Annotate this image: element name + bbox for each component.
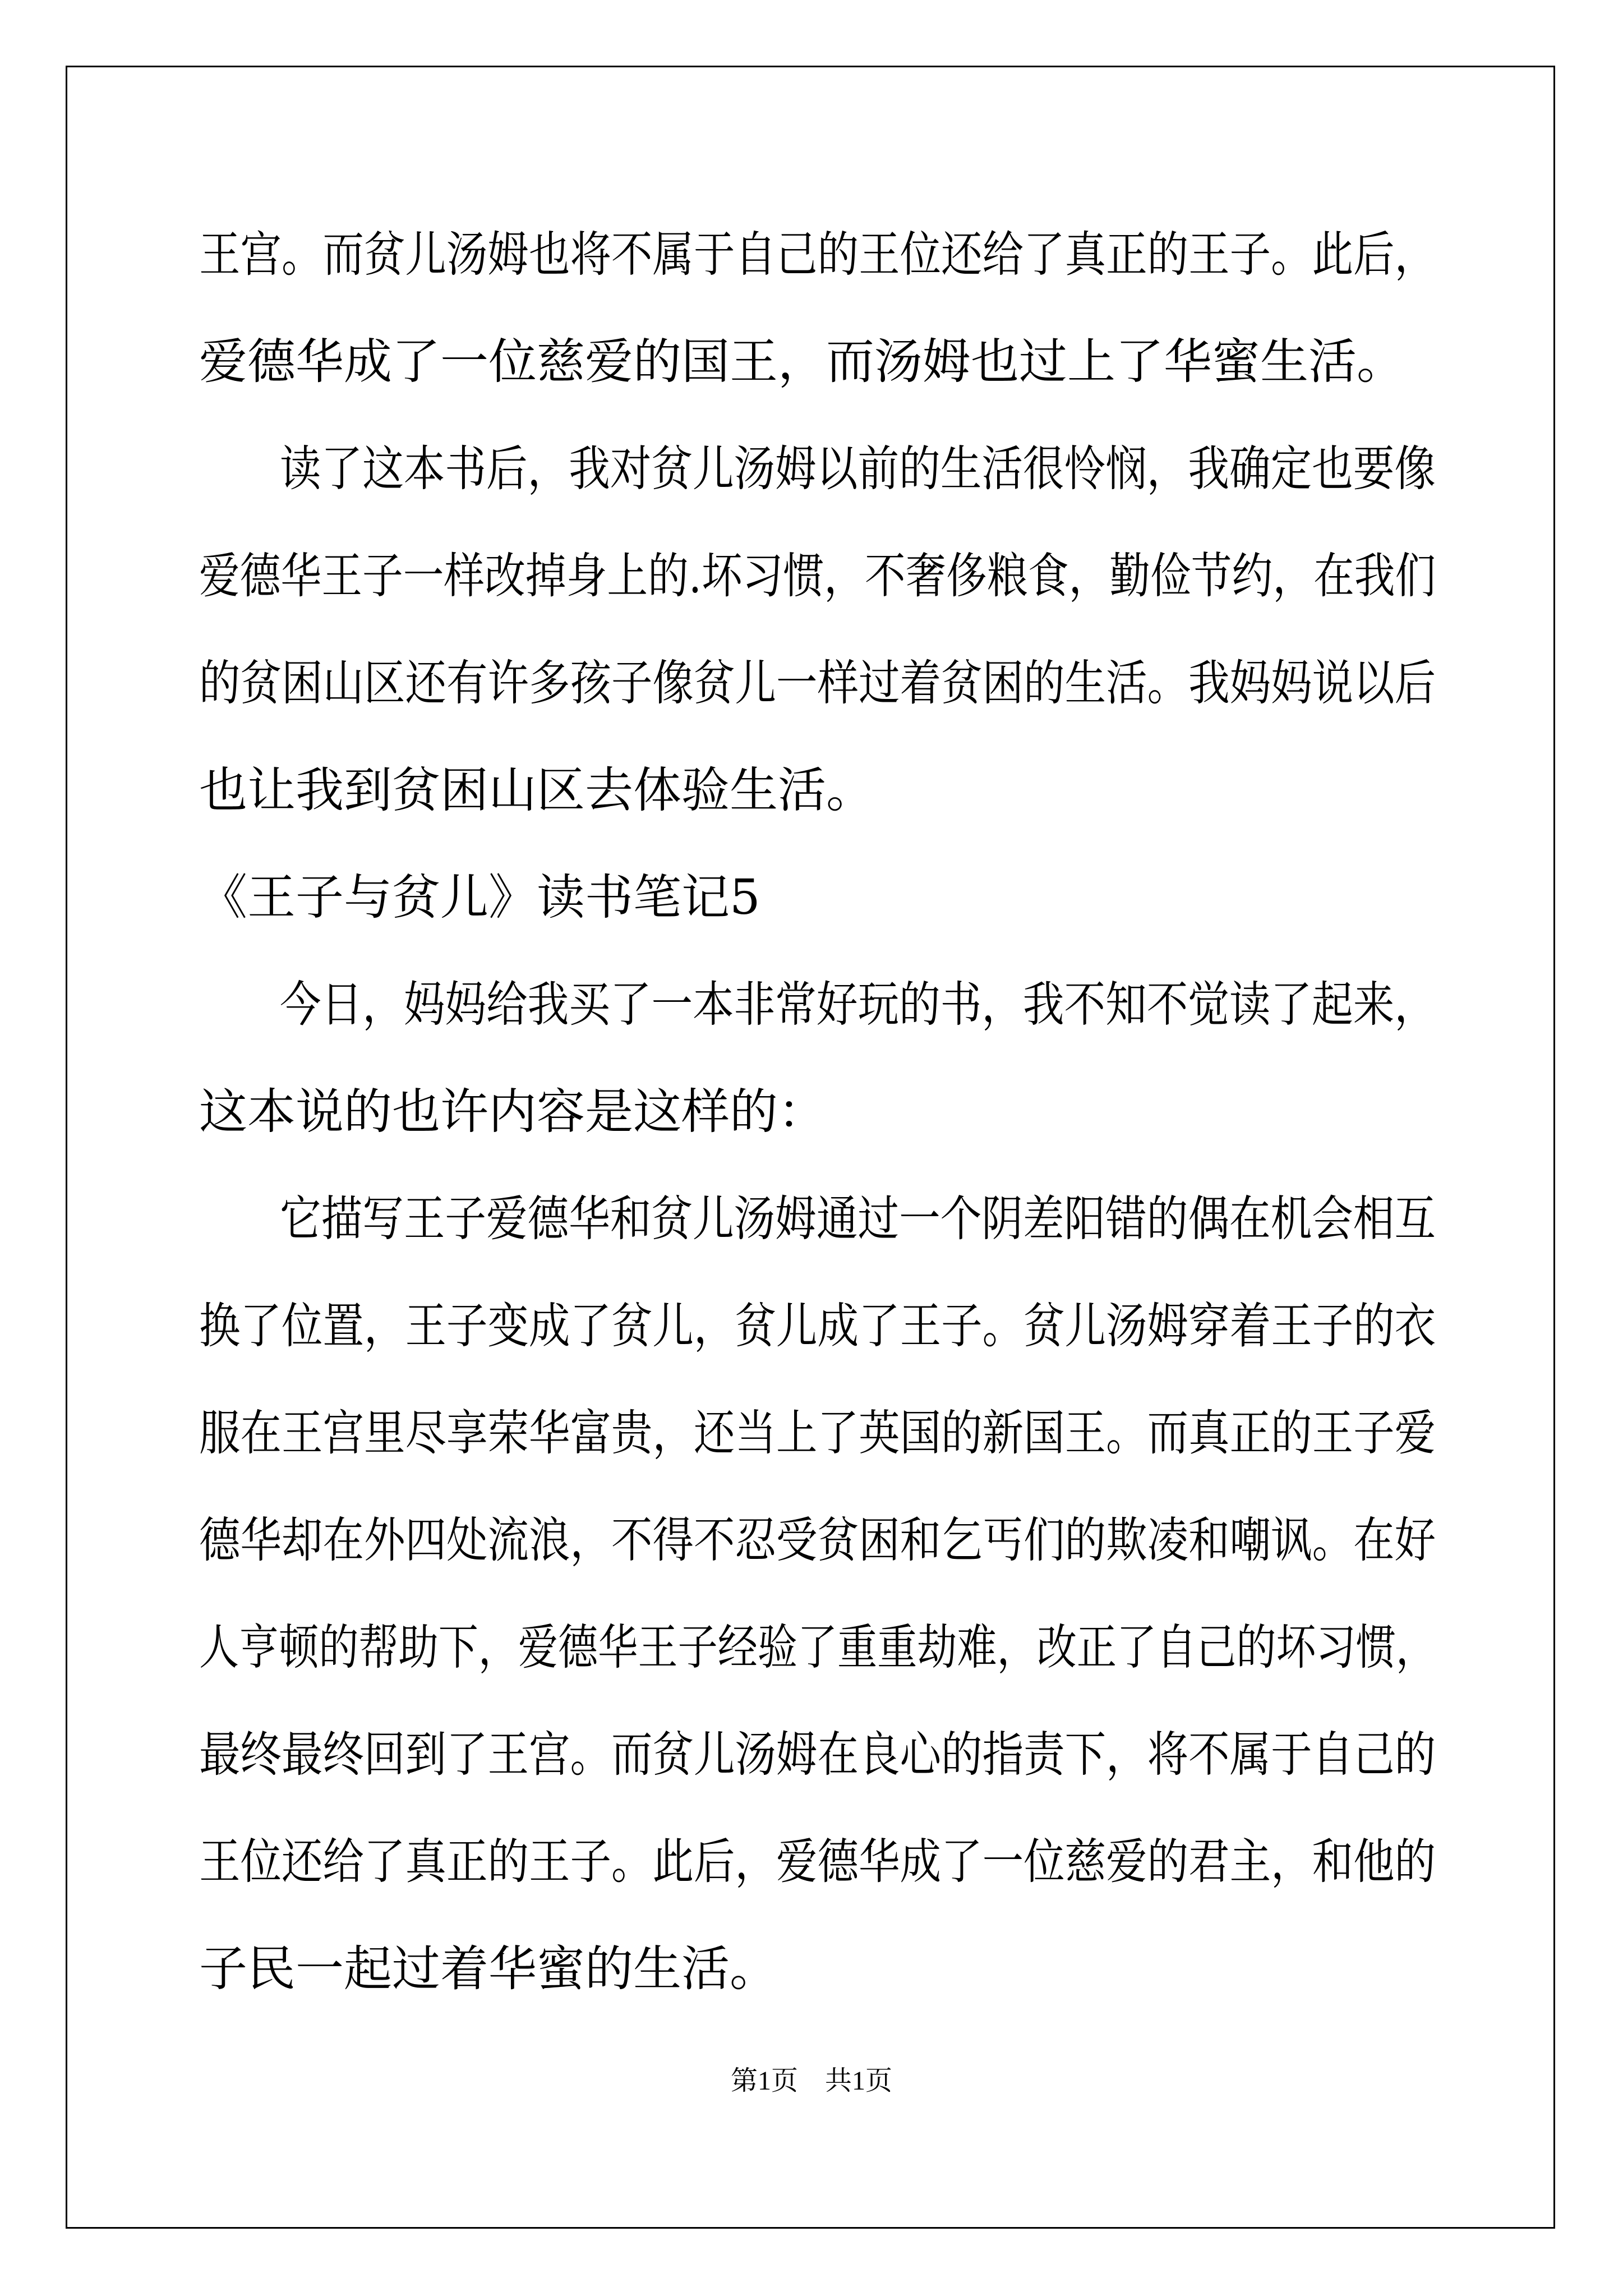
section-heading: 《王子与贫儿》读书笔记5 bbox=[199, 869, 760, 926]
line-4: 爱德华王子一样改掉身上的.坏习惯，不奢侈粮食，勤俭节约，在我们 bbox=[199, 548, 1436, 604]
line-11: 换了位置，王子变成了贫儿，贫儿成了王子。贫儿汤姆穿着王子的衣 bbox=[199, 1298, 1436, 1354]
line-5: 的贫困山区还有许多孩子像贫儿一样过着贫困的生活。我妈妈说以后 bbox=[199, 655, 1436, 711]
line-9: 这本说的也许内容是这样的： bbox=[199, 1084, 826, 1140]
line-14: 人亨顿的帮助下，爱德华王子经验了重重劫难，改正了自己的坏习惯， bbox=[199, 1619, 1436, 1676]
line-16: 王位还给了真正的王子。此后，爱德华成了一位慈爱的君主，和他的 bbox=[199, 1834, 1436, 1890]
line-1: 王宫。而贫儿汤姆也将不属于自己的王位还给了真正的王子。此后， bbox=[199, 227, 1436, 283]
line-10: 它描写王子爱德华和贫儿汤姆通过一个阴差阳错的偶在机会相互 bbox=[280, 1191, 1436, 1247]
line-12: 服在王宫里尽享荣华富贵，还当上了英国的新国王。而真正的王子爱 bbox=[199, 1405, 1436, 1461]
page-footer: 第1页 共1页 bbox=[730, 2066, 892, 2096]
line-2: 爱德华成了一位慈爱的国王，而汤姆也过上了华蜜生活。 bbox=[199, 334, 1405, 390]
line-17: 子民一起过着华蜜的生活。 bbox=[199, 1941, 778, 1997]
line-3: 读了这本书后，我对贫儿汤姆以前的生活很怜悯，我确定也要像 bbox=[280, 441, 1436, 497]
line-13: 德华却在外四处流浪，不得不忍受贫困和乞丐们的欺凌和嘲讽。在好 bbox=[199, 1512, 1436, 1568]
line-15: 最终最终回到了王宫。而贫儿汤姆在良心的指责下，将不属于自己的 bbox=[199, 1727, 1436, 1783]
line-8: 今日，妈妈给我买了一本非常好玩的书，我不知不觉读了起来， bbox=[280, 977, 1436, 1033]
line-6: 也让我到贫困山区去体验生活。 bbox=[199, 762, 874, 818]
